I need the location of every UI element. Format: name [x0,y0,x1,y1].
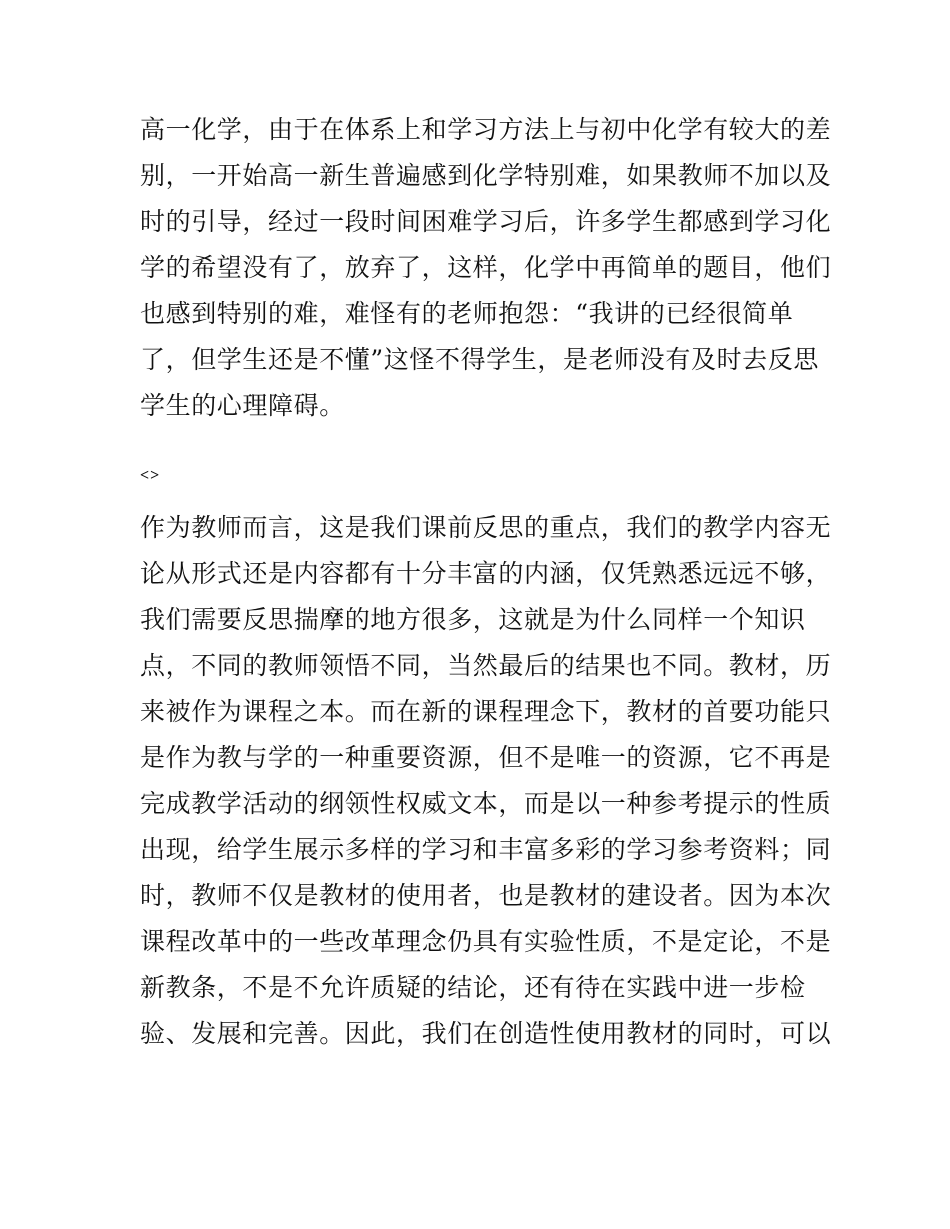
paragraph-line: 新教条，不是不允许质疑的结论，还有待在实践中进一步检 [140,973,806,1002]
paragraph-line: 出现，给学生展示多样的学习和丰富多彩的学习参考资料；同 [140,835,832,864]
paragraph-line: 学生的心理障碍。 [140,391,345,420]
section-separator: <> [140,467,161,484]
paragraph-line: 点，不同的教师领悟不同，当然最后的结果也不同。教材，历 [140,651,832,680]
paragraph-line: 论从形式还是内容都有十分丰富的内涵，仅凭熟悉远远不够， [140,559,832,588]
paragraph-line: 我们需要反思揣摩的地方很多，这就是为什么同样一个知识 [140,605,806,634]
paragraph-line: 是作为教与学的一种重要资源，但不是唯一的资源，它不再是 [140,743,832,772]
paragraph-line: 时的引导，经过一段时间困难学习后，许多学生都感到学习化 [140,207,832,236]
paragraph-line: 课程改革中的一些改革理念仍具有实验性质，不是定论，不是 [140,927,832,956]
paragraph-1 [140,107,832,429]
paragraph-2 [140,505,832,1057]
paragraph-line: 作为教师而言，这是我们课前反思的重点，我们的教学内容无 [140,513,832,542]
paragraph-line: 时，教师不仅是教材的使用者，也是教材的建设者。因为本次 [140,881,832,910]
paragraph-line: 完成教学活动的纲领性权威文本，而是以一种参考提示的性质 [140,789,832,818]
paragraph-line: 高一化学，由于在体系上和学习方法上与初中化学有较大的差 [140,115,832,144]
paragraph-line: 别，一开始高一新生普遍感到化学特别难，如果教师不加以及 [140,161,832,190]
paragraph-line: 来被作为课程之本。而在新的课程理念下，教材的首要功能只 [140,697,832,726]
paragraph-line: 学的希望没有了，放弃了，这样，化学中再简单的题目，他们 [140,253,832,282]
paragraph-line: 了，但学生还是不懂”这怪不得学生，是老师没有及时去反思 [140,345,819,374]
paragraph-line: 也感到特别的难，难怪有的老师抱怨：“我讲的已经很简单 [140,299,794,328]
paragraph-line: 验、发展和完善。因此，我们在创造性使用教材的同时，可以 [140,1019,832,1048]
